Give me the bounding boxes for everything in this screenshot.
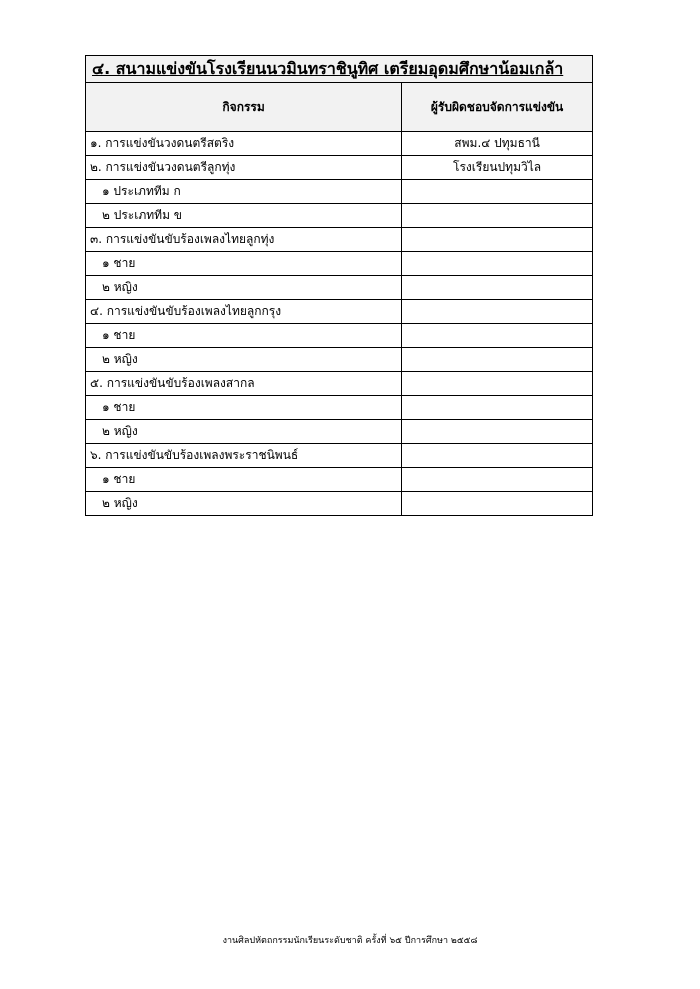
activity-cell: ๒ หญิง (86, 348, 402, 372)
activity-cell: ๓. การแข่งขันขับร้องเพลงไทยลูกทุ่ง (86, 228, 402, 252)
table-row (86, 492, 593, 516)
responsible-cell (402, 252, 593, 276)
page-footer: งานศิลปหัตถกรรมนักเรียนระดับชาติ ครั้งที่ ๖๕ ปีการศึกษา ๒๕๕๘ (222, 936, 478, 946)
table-row (86, 468, 593, 492)
title-row (86, 56, 593, 83)
table-row (86, 180, 593, 204)
responsible-cell (402, 348, 593, 372)
competition-table (85, 55, 593, 516)
activity-cell: ๑ ชาย (86, 396, 402, 420)
responsible-cell (402, 204, 593, 228)
activity-cell: ๑ ชาย (86, 252, 402, 276)
activity-cell: ๖. การแข่งขันขับร้องเพลงพระราชนิพนธ์ (86, 444, 402, 468)
responsible-cell (402, 228, 593, 252)
header-responsible: ผู้รับผิดชอบจัดการแข่งขัน (402, 83, 593, 132)
table-row (86, 372, 593, 396)
header-row (86, 83, 593, 132)
activity-cell: ๑ ประเภททีม ก (86, 180, 402, 204)
responsible-cell (402, 396, 593, 420)
activity-cell: ๑. การแข่งขันวงดนตรีสตริง (86, 132, 402, 156)
table-row (86, 348, 593, 372)
responsible-cell (402, 324, 593, 348)
table-row (86, 132, 593, 156)
table-row (86, 156, 593, 180)
activity-cell: ๑ ชาย (86, 324, 402, 348)
header-activity: กิจกรรม (86, 83, 402, 132)
responsible-cell (402, 468, 593, 492)
responsible-cell (402, 276, 593, 300)
activity-cell: ๒ หญิง (86, 420, 402, 444)
activity-cell: ๔. การแข่งขันขับร้องเพลงไทยลูกกรุง (86, 300, 402, 324)
responsible-cell (402, 300, 593, 324)
table-row (86, 300, 593, 324)
activity-cell: ๒ ประเภททีม ข (86, 204, 402, 228)
table-row (86, 444, 593, 468)
table-row (86, 324, 593, 348)
responsible-cell: โรงเรียนปทุมวิไล (402, 156, 593, 180)
responsible-cell (402, 444, 593, 468)
responsible-cell (402, 372, 593, 396)
activity-cell: ๕. การแข่งขันขับร้องเพลงสากล (86, 372, 402, 396)
responsible-cell (402, 492, 593, 516)
page-title: ๔. สนามแข่งขันโรงเรียนนวมินทราชินูทิศ เตรียมอุดมศึกษาน้อมเกล้า (86, 56, 593, 83)
responsible-cell: สพม.๔ ปทุมธานี (402, 132, 593, 156)
table-row (86, 276, 593, 300)
responsible-cell (402, 180, 593, 204)
activity-cell: ๒ หญิง (86, 492, 402, 516)
activity-cell: ๒. การแข่งขันวงดนตรีลูกทุ่ง (86, 156, 402, 180)
activity-cell: ๑ ชาย (86, 468, 402, 492)
table-row (86, 204, 593, 228)
table-row (86, 228, 593, 252)
table-row (86, 420, 593, 444)
responsible-cell (402, 420, 593, 444)
table-row (86, 252, 593, 276)
table-row (86, 396, 593, 420)
activity-cell: ๒ หญิง (86, 276, 402, 300)
